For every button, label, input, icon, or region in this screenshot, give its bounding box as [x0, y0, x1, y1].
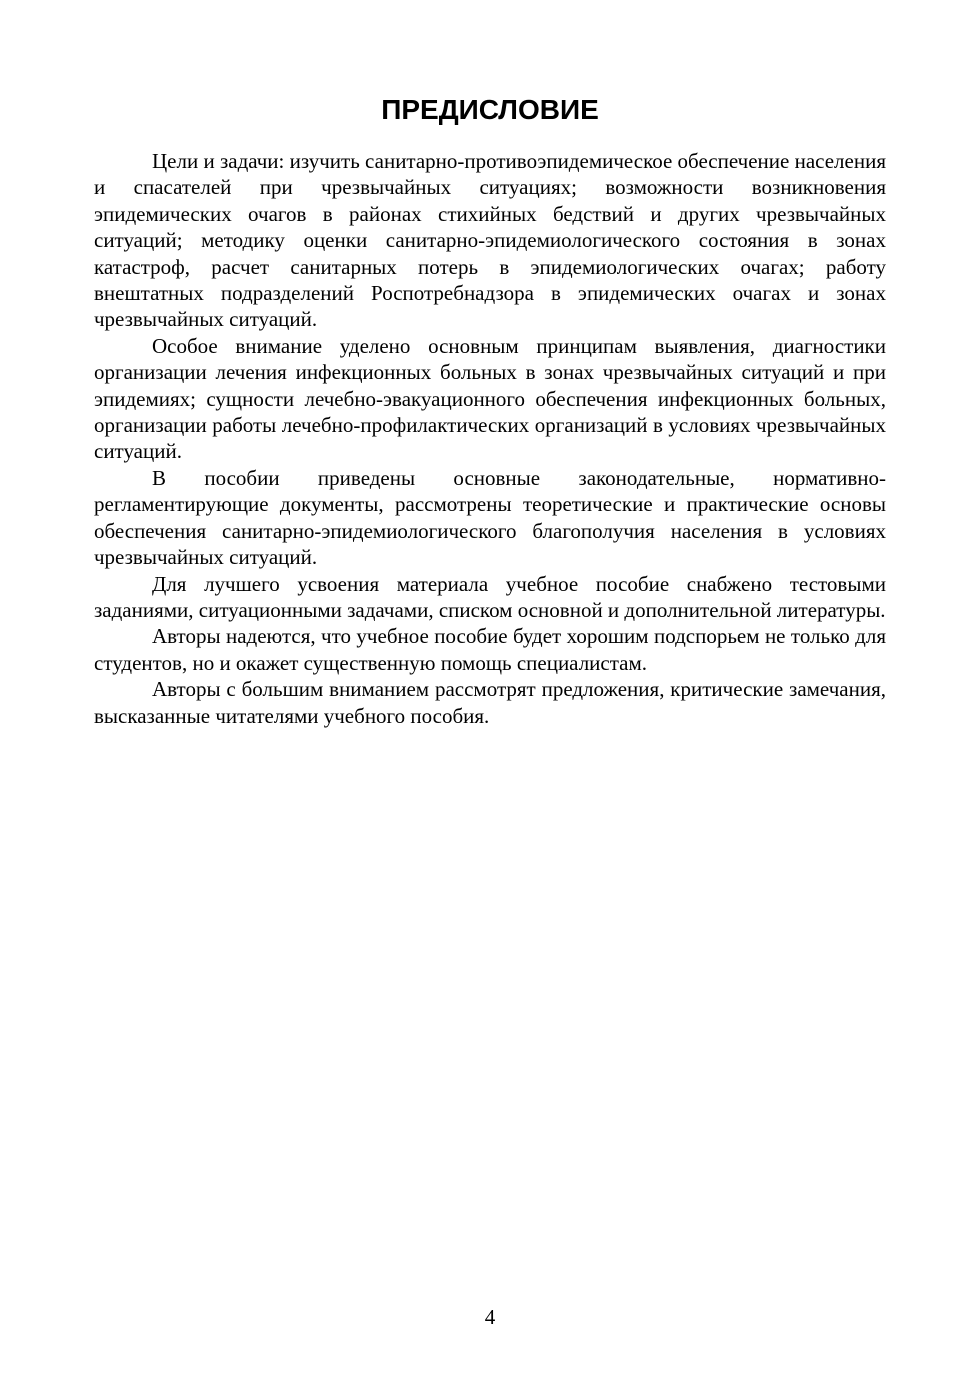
paragraph-feedback: Авторы с большим вниманием рассмотрят предложения, критические замечания, высказанные читателями учебного пособия.	[94, 677, 886, 728]
paragraph-hopes: Авторы надеются, что учебное пособие будет хорошим подспорьем не только для студентов, но и окажет существенную помощь специалистам.	[94, 624, 886, 675]
page-title: ПРЕДИСЛОВИЕ	[381, 94, 599, 125]
paragraph-exercises: Для лучшего усвоения материала учебное пособие снабжено тестовыми заданиями, ситуационными задачами, списком основной и дополнительной литературы.	[94, 571, 886, 622]
paragraph-goals: Цели и задачи: изучить санитарно-противоэпидемическое обеспечение населения и спасателей при чрезвычайных ситуациях; возможности возникновения эпидемических очагов в районах стихийных бедствий и других чрезвычайных ситуаций; методику оценки санитарно-эпидемиологического состояния в зонах катастроф, расчет санитарных потерь в эпидемиологических очагах; работу внештатных подразделений Роспотребнадзора в эпидемических очагах и зонах чрезвычайных ситуаций.	[94, 149, 886, 332]
page-number: 4	[484, 1305, 496, 1329]
paragraph-focus: Особое внимание уделено основным принципам выявления, диагностики организации лечения инфекционных больных в зонах чрезвычайных ситуаций и при эпидемиях; сущности лечебно-эвакуационного обеспечения инфекционных больных, организации работы лечебно-профилактических организаций в условиях чрезвычайных ситуаций.	[94, 333, 886, 464]
body-text	[94, 148, 886, 729]
paragraph-contents: В пособии приведены основные законодательные, нормативно-регламентирующие документы, рассмотрены теоретические и практические основы обеспечения санитарно-эпидемиологического благополучия населения в условиях чрезвычайных ситуаций.	[94, 465, 886, 570]
